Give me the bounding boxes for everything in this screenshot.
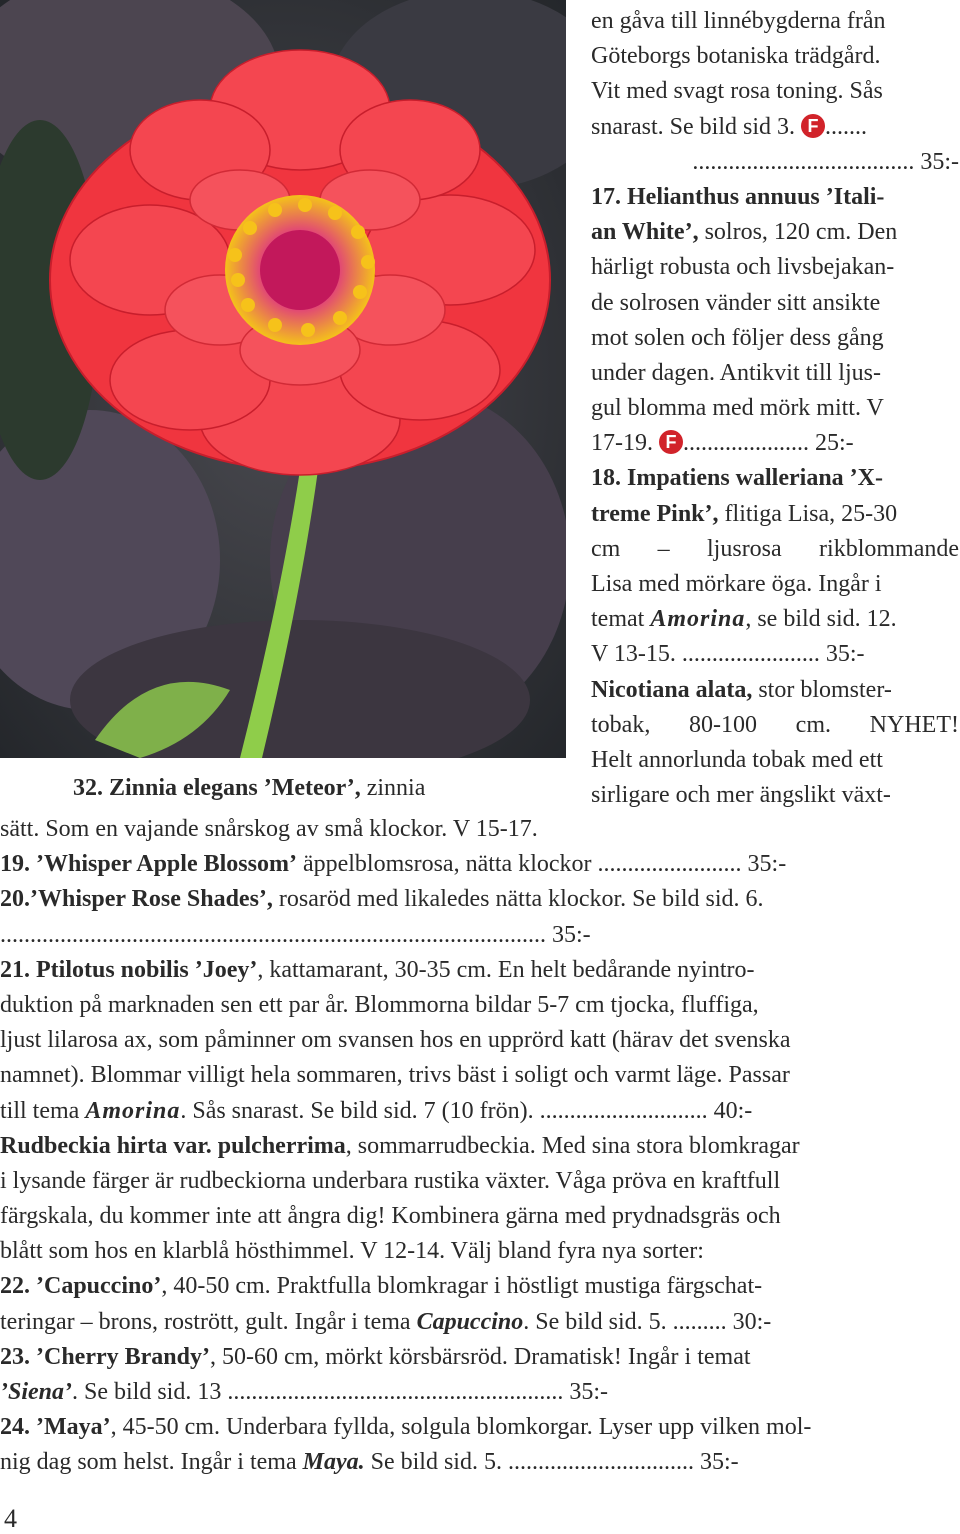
text-segment: . Se bild sid. 5. ......... 30:-	[523, 1308, 772, 1335]
text-line	[0, 953, 960, 988]
text-line: ljust lilarosa ax, som påminner om svansen hos en upprörd katt (härav det svenska	[0, 1027, 791, 1054]
text-line: cm – ljusrosa rikblommande	[591, 535, 959, 562]
entry-name: 22. ’Capuccino’	[0, 1273, 162, 1300]
theme-name: Maya.	[302, 1449, 365, 1476]
entry-name: 19. ’Whisper Apple Blossom’	[0, 851, 297, 878]
text-line: Lisa med mörkare öga. Ingår i	[591, 571, 882, 597]
text-line: duktion på marknaden sen ett par år. Blommorna bildar 5-7 cm tjocka, fluffiga,	[0, 991, 759, 1018]
text-segment: , 40-50 cm. Praktfulla blomkragar i höstligt mustiga färgschat-	[161, 1273, 763, 1300]
text-segment: Se bild sid. 5. ............................... 35:-	[364, 1449, 739, 1476]
theme-name: Amorina	[85, 1097, 181, 1124]
text-segment: 17-19.	[591, 430, 653, 457]
entry-name: an White’,	[591, 219, 699, 246]
caption-number: 32.	[73, 775, 103, 801]
text-line: sätt. Som en vajande snårskog av små klockor. V 15-17.	[0, 816, 538, 842]
text-line	[591, 497, 959, 532]
text-segment: , kattamarant, 30-35 cm. En helt bedårande nyintro-	[257, 956, 755, 983]
caption-common-name: zinnia	[360, 775, 426, 801]
text-line	[591, 215, 959, 250]
leader-dots: .......	[825, 113, 867, 140]
price-line: V 13-15. ....................... 35:-	[591, 641, 865, 668]
text-segment: teringar – brons, rostrött, gult. Ingår i tema	[0, 1308, 411, 1335]
text-segment: temat	[591, 606, 645, 633]
zinnia-photo	[0, 0, 566, 758]
text-line	[0, 882, 960, 917]
text-line	[0, 1129, 960, 1164]
text-line: härligt robusta och livsbejakan-	[591, 254, 895, 281]
text-line: de solrosen vänder sitt ansikte	[591, 289, 881, 316]
text-line: en gåva till linnébygderna från	[591, 8, 886, 34]
entry-name: 20.’Whisper Rose Shades’,	[0, 886, 273, 913]
text-line	[0, 1269, 960, 1304]
text-line: mot solen och följer dess gång	[591, 324, 884, 351]
text-segment: rosaröd med likaledes nätta klockor. Se bild sid. 6.	[272, 886, 764, 913]
text-line	[0, 1305, 960, 1340]
right-column-text	[591, 4, 959, 813]
body-text	[0, 812, 960, 1481]
text-segment: , se bild sid. 12.	[745, 606, 897, 633]
text-segment: stor blomster-	[752, 676, 892, 703]
text-segment: , 45-50 cm. Underbara fyllda, solgula blomkorgar. Lyser upp vilken mol-	[110, 1414, 812, 1441]
caption-name: Zinnia elegans ’Meteor’,	[109, 775, 361, 801]
text-line: blått som hos en klarblå hösthimmel. V 12-14. Välj bland fyra nya sorter:	[0, 1238, 704, 1265]
text-line: sirligare och mer ängslikt växt-	[591, 782, 891, 809]
text-segment: . Sås snarast. Se bild sid. 7 (10 frön). ............................ 40:-	[180, 1097, 753, 1124]
entry-name: 24. ’Maya’	[0, 1414, 111, 1441]
text-segment: . Se bild sid. 13 ........................................................ 35:-	[72, 1379, 609, 1405]
text-segment: till tema	[0, 1097, 80, 1124]
entry-name: 21. Ptilotus nobilis ’Joey’	[0, 956, 258, 983]
text-line: färgskala, du kommer inte att ångra dig! Kombinera gärna med prydnadsgräs och	[0, 1203, 781, 1230]
theme-name: ’Siena’	[0, 1379, 72, 1405]
text-line	[591, 110, 959, 145]
text-line: namnet). Blommar villigt hela sommaren, trivs bäst i soligt och varmt läge. Passar	[0, 1062, 790, 1089]
text-line	[591, 602, 959, 637]
text-line	[591, 426, 959, 461]
text-segment: nig dag som helst. Ingår i tema	[0, 1449, 297, 1476]
text-line	[0, 1094, 960, 1129]
text-segment: , sommarrudbeckia. Med sina stora blomkragar	[345, 1132, 800, 1159]
text-line: tobak, 80-100 cm. NYHET!	[591, 711, 959, 738]
theme-name: Capuccino	[416, 1308, 524, 1335]
page-number: 4	[4, 1504, 17, 1533]
zinnia-flower-image	[0, 0, 566, 758]
text-segment: , 50-60 cm, mörkt körsbärsröd. Dramatisk! Ingår i temat	[209, 1343, 751, 1370]
photo-caption	[73, 771, 425, 806]
entry-heading	[591, 180, 959, 215]
entry-name: 18. Impatiens walleriana ’X-	[591, 465, 883, 492]
entry-name: Rudbeckia hirta var. pulcherrima	[0, 1132, 346, 1159]
entry-name: 23. ’Cherry Brandy’	[0, 1343, 210, 1370]
text-segment: solros, 120 cm. Den	[698, 219, 898, 246]
text-segment: snarast. Se bild sid 3.	[591, 113, 795, 140]
price-segment: ..................... 25:-	[683, 430, 854, 457]
text-line	[0, 1340, 960, 1375]
theme-name: Amorina	[650, 606, 746, 633]
text-line	[0, 1375, 960, 1410]
text-line	[0, 1410, 960, 1445]
text-line: Helt annorlunda tobak med ett	[591, 746, 883, 773]
text-line	[591, 673, 959, 708]
text-line: Vit med svagt rosa toning. Sås	[591, 78, 883, 105]
text-line	[0, 1445, 960, 1480]
text-line: i lysande färger är rudbeckiorna underbara rustika växter. Våga pröva en kraftfull	[0, 1167, 781, 1194]
entry-name: 17. Helianthus annuus ’Itali-	[591, 183, 885, 210]
f-badge-icon: F	[801, 114, 825, 138]
entry-name: Nicotiana alata,	[591, 676, 753, 703]
text-line: gul blomma med mörk mitt. V	[591, 395, 884, 422]
f-badge-icon: F	[659, 430, 683, 454]
price-line: ..................................... 35:-	[692, 148, 959, 175]
entry-heading	[591, 461, 959, 496]
text-line: under dagen. Antikvit till ljus-	[591, 359, 881, 386]
text-segment: äppelblomsrosa, nätta klockor ........................ 35:-	[296, 851, 787, 878]
entry-name: treme Pink’,	[591, 500, 719, 527]
text-segment: flitiga Lisa, 25-30	[718, 500, 898, 527]
text-line	[0, 847, 960, 882]
text-line: Göteborgs botaniska trädgård.	[591, 43, 881, 70]
price-line: ........................................................................................... 35:-	[0, 921, 591, 948]
